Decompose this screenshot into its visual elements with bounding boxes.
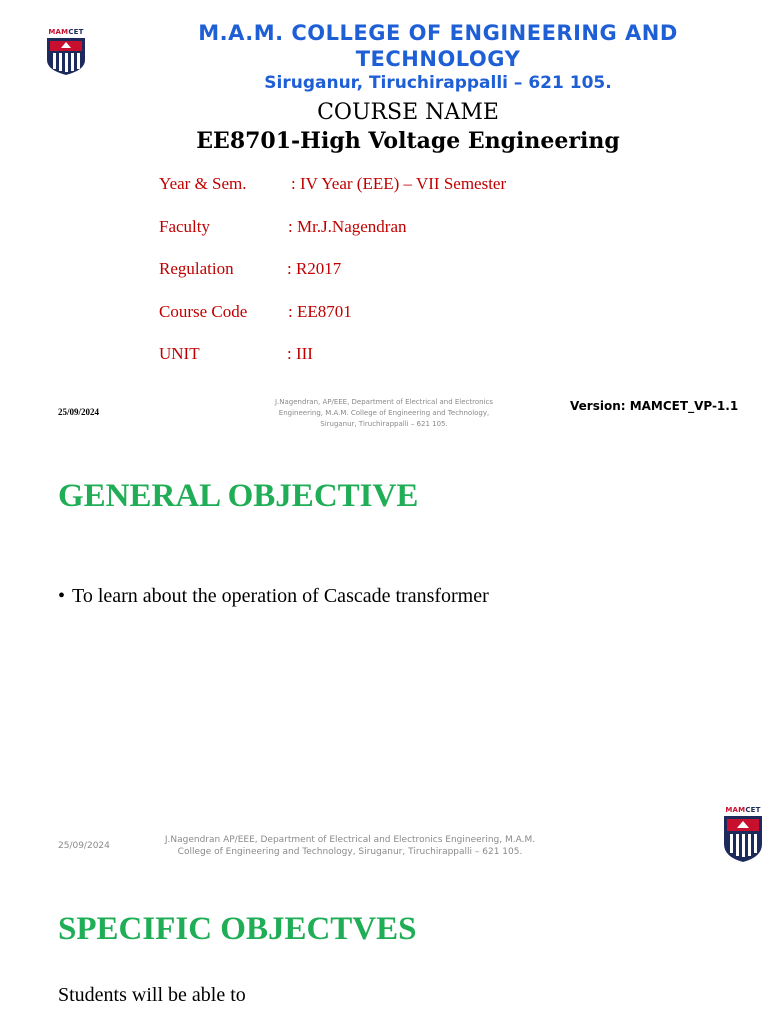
college-logo-footer <box>720 806 766 868</box>
faculty-label: Faculty <box>159 217 210 236</box>
logo-wordmark: MAMCET <box>48 28 84 36</box>
shield-icon <box>720 814 766 864</box>
unit-value: : III <box>287 344 313 363</box>
slide1-date: 25/09/2024 <box>58 407 100 417</box>
college-name: M.A.M. COLLEGE OF ENGINEERING AND TECHNOLOGY <box>198 21 678 71</box>
specific-objectives-heading: SPECIFIC OBJECTVES <box>58 911 417 947</box>
course-heading: COURSE NAME <box>317 100 499 125</box>
general-objective-heading: GENERAL OBJECTIVE <box>58 478 419 514</box>
objective-bullet: • To learn about the operation of Cascade transformer <box>58 585 489 607</box>
specific-objectives-intro: Students will be able to <box>58 984 246 1006</box>
bullet-icon: • <box>58 585 66 607</box>
unit-label: UNIT <box>159 344 200 363</box>
course-title: EE8701-High Voltage Engineering <box>196 128 620 154</box>
slide2-footer-credit: J.Nagendran AP/EEE, Department of Electrical and Electronics Engineering, M.A.M. College of Engineering and Technology, Siruganur, Tiruchirappalli – 621 105. <box>164 835 536 857</box>
course-code-value: : EE8701 <box>288 302 352 321</box>
logo-wordmark: MAMCET <box>725 806 761 814</box>
college-logo <box>43 28 89 80</box>
year-sem-value: : IV Year (EEE) – VII Semester <box>291 174 507 193</box>
regulation-label: Regulation <box>159 259 234 278</box>
faculty-value: : Mr.J.Nagendran <box>288 217 407 236</box>
shield-icon <box>43 36 89 76</box>
slide2-date: 25/09/2024 <box>58 841 110 851</box>
course-code-label: Course Code <box>159 302 248 321</box>
college-address: Siruganur, Tiruchirappalli – 621 105. <box>264 73 612 93</box>
version-label: Version: MAMCET_VP-1.1 <box>570 399 739 413</box>
slide1-footer-credit: J.Nagendran, AP/EEE, Department of Electrical and Electronics Engineering, M.A.M. College of Engineering and Technology, Siruganur, Tiruchirappalli – 621 105. <box>274 398 494 428</box>
regulation-value: : R2017 <box>287 259 342 278</box>
year-sem-label: Year & Sem. <box>159 174 247 193</box>
